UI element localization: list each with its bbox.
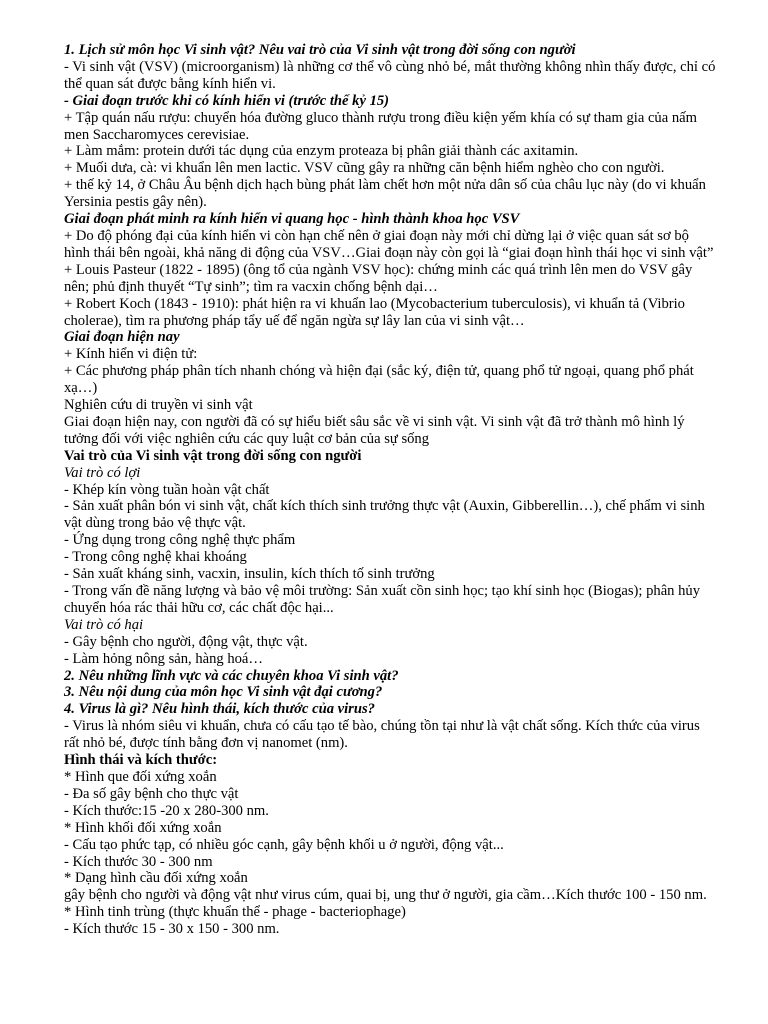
paragraph: + Làm mắm: protein dưới tác dụng của enzym proteaza bị phân giải thành các axitamin.	[64, 143, 579, 160]
heading-q1: 1. Lịch sử môn học Vi sinh vật? Nêu vai trò của Vi sinh vật trong đời sống con người	[64, 42, 576, 58]
paragraph: - Gây bệnh cho người, động vật, thực vật.	[64, 633, 308, 650]
paragraph: - Sản xuất phân bón vi sinh vật, chất kích thích sinh trưởng thực vật (Auxin, Gibberellin…), chế phẩm vi sinh vật dùng trong bảo vệ thực vật.	[64, 498, 705, 532]
paragraph: + Robert Koch (1843 - 1910): phát hiện ra vi khuẩn lao (Mycobacterium tuberculosis), vi khuẩn tả (Vibrio cholerae), tìm ra phương pháp tẩy uế để ngăn ngừa sự lây lan của vi sinh vật…	[64, 295, 685, 329]
subheading-roles: Vai trò của Vi sinh vật trong đời sống con người	[64, 447, 362, 464]
heading-q3: 3. Nêu nội dung của môn học Vi sinh vật đại cương?	[64, 684, 383, 701]
paragraph: + Các phương pháp phân tích nhanh chóng và hiện đại (sắc ký, điện tử, quang phổ tử ngoại, quang phổ phát xạ…)	[64, 363, 694, 397]
paragraph: - Khép kín vòng tuần hoàn vật chất	[64, 481, 270, 498]
paragraph: * Dạng hình cầu đối xứng xoắn	[64, 870, 248, 887]
paragraph: - Kích thước:15 -20 x 280-300 nm.	[64, 802, 269, 819]
paragraph: - Trong công nghệ khai khoáng	[64, 549, 247, 566]
paragraph: - Làm hỏng nông sản, hàng hoá…	[64, 650, 264, 667]
paragraph: + Louis Pasteur (1822 - 1895) (ông tổ của ngành VSV học): chứng minh các quá trình lên men do VSV gây nên; phủ định thuyết “Tự sinh”; tìm ra vacxin chống bệnh dại…	[64, 261, 693, 295]
paragraph: - Kích thước 30 - 300 nm	[64, 853, 213, 870]
paragraph: * Hình khối đối xứng xoắn	[64, 819, 222, 836]
paragraph: * Hình que đối xứng xoắn	[64, 768, 217, 785]
paragraph: + Do độ phóng đại của kính hiển vi còn hạn chế nên ở giai đoạn này mới chỉ dừng lại ở việc quan sát sơ bộ hình thái bên ngoài, khả năng di động của VSV…Giai đoạn này còn gọi là “giai đoạn hình thái học vi sinh vật”	[64, 227, 714, 261]
subheading-current-era: Giai đoạn hiện nay	[64, 329, 180, 346]
paragraph: - Virus là nhóm siêu vi khuẩn, chưa có cấu tạo tế bào, chúng tồn tại như là vật chất sống. Kích thức của virus rất nhỏ bé, được tính bằng đơn vị nanomet (nm).	[64, 718, 700, 752]
paragraph: + Muối dưa, cà: vi khuẩn lên men lactic. VSV cũng gây ra những căn bệnh hiểm nghèo cho con người.	[64, 160, 665, 177]
heading-q2: 2. Nêu những lĩnh vực và các chuyên khoa Vi sinh vật?	[64, 667, 399, 684]
subheading-harmful-roles: Vai trò có hại	[64, 616, 144, 633]
paragraph: + Kính hiển vi điện tử:	[64, 346, 198, 363]
paragraph: - Đa số gây bệnh cho thực vật	[64, 785, 239, 802]
paragraph: - Trong vấn đề năng lượng và bảo vệ môi trường: Sản xuất cồn sinh học; tạo khí sinh học (Biogas); phân hủy chuyển hóa rác thải hữu cơ, các chất độc hại...	[64, 583, 701, 616]
paragraph: - Kích thước 15 - 30 x 150 - 300 nm.	[64, 921, 280, 938]
paragraph: - Sản xuất kháng sinh, vacxin, insulin, kích thích tố sinh trưởng	[64, 566, 435, 583]
paragraph: + thế kỷ 14, ở Châu Âu bệnh dịch hạch bùng phát làm chết hơn một nửa dân số của châu lục này (do vi khuẩn Yersinia pestis gây nên).	[64, 177, 706, 211]
paragraph: gây bệnh cho người và động vật như virus cúm, quai bị, ung thư ở người, gia cầm…Kích thước 100 - 150 nm.	[64, 887, 707, 904]
paragraph: - Cấu tạo phức tạp, có nhiều góc cạnh, gây bệnh khối u ở người, động vật...	[64, 836, 504, 853]
subheading-beneficial-roles: Vai trò có lợi	[64, 464, 141, 481]
paragraph: - Ứng dụng trong công nghệ thực phẩm	[64, 532, 296, 549]
subheading-microscope-era: Giai đoạn phát minh ra kính hiển vi quang học - hình thành khoa học VSV	[64, 211, 520, 228]
paragraph: - Vi sinh vật (VSV) (microorganism) là những cơ thể vô cùng nhỏ bé, mắt thường không nhìn thấy được, chỉ có thể quan sát được bằng kính hiển vi.	[64, 58, 716, 92]
paragraph: + Tập quán nấu rượu: chuyển hóa đường gluco thành rượu trong điều kiện yếm khía có sự tham gia của nấm men Saccharomyces cerevisiae.	[64, 109, 697, 143]
paragraph: * Hình tinh trùng (thực khuẩn thể - phage - bacteriophage)	[64, 904, 406, 921]
paragraph: Giai đoạn hiện nay, con người đã có sự hiểu biết sâu sắc về vi sinh vật. Vi sinh vật đã trở thành mô hình lý tưởng đối với việc nghiên cứu các quy luật cơ bản của sự sống	[64, 413, 685, 447]
heading-q4: 4. Virus là gì? Nêu hình thái, kích thước của virus?	[64, 701, 375, 718]
paragraph: Nghiên cứu di truyền vi sinh vật	[64, 397, 253, 414]
subheading-shape-size: Hình thái và kích thước:	[64, 752, 218, 769]
subheading-pre-microscope: - Giai đoạn trước khi có kính hiển vi (trước thế kỷ 15)	[64, 92, 390, 109]
